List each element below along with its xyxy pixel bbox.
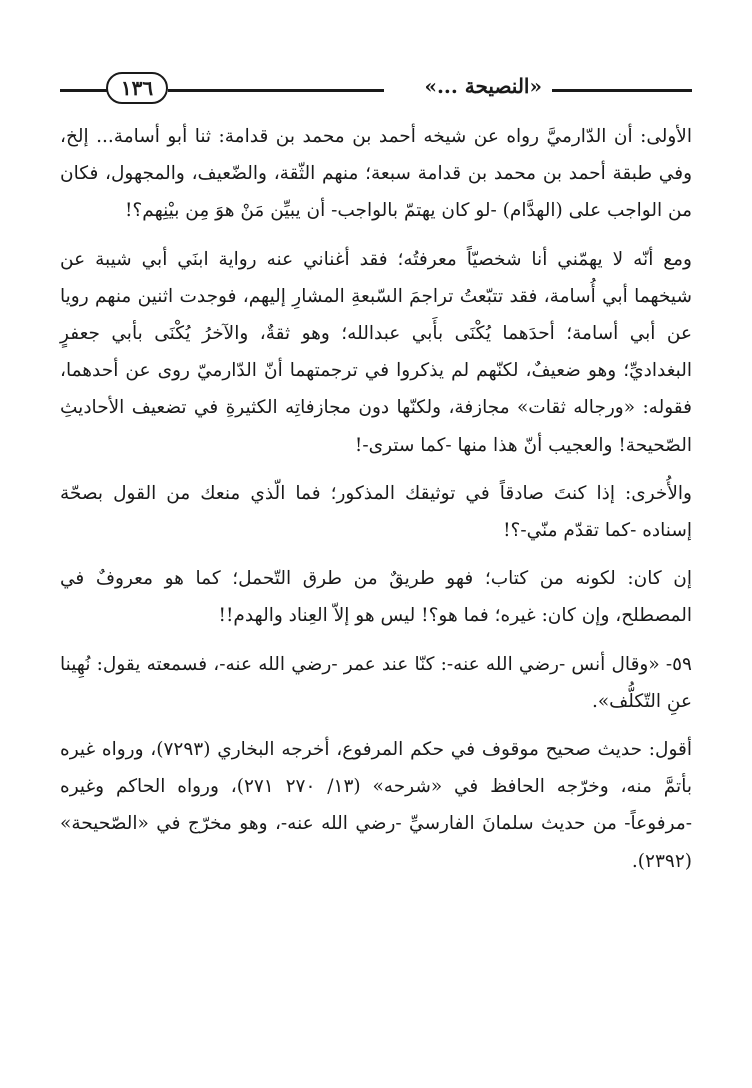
paragraph-second-point: والأُخرى: إذا كنتَ صادقاً في توثيقك المذكور؛ فما الّذي منعك من القول بصحّة إسناده -كما تقدّم منّي-؟! [60,482,692,542]
page-body [60,118,692,891]
paragraph-takhrij: أقول: حديث صحيح موقوف في حكم المرفوع، أخرجه البخاري (٧٢٩٣)، ورواه غيره بأتمَّ منه، وخرّجه الحافظ في «شرحه» (١٣/ ٢٧٠ ٢٧١)، ورواه الحاكم وغيره -مرفوعاً- من حديث سلمانَ الفارسيِّ -رضي الله عنه-، وهو مخرّج في «الصّحيحة» (٢٣٩٢). [60,739,692,872]
paragraph-hadith-59: ٥٩- «وقال أنس -رضي الله عنه-: كنّا عند عمر -رضي الله عنه-، فسمعته يقول: نُهِينا عنِ التّكلُّف». [60,653,692,712]
page-header [60,72,692,106]
paragraph-transmission: إن كان: لكونه من كتاب؛ فهو طريقٌ من طرق التّحمل؛ كما هو معروفٌ في المصطلح، وإن كان: غيره؛ فما هو؟! ليس هو إلاّ العِناد والهدم!! [60,568,692,627]
header-rule-left [60,89,108,92]
page-number: ١٣٦ [106,72,168,104]
header-rule-middle [168,89,384,92]
paragraph-first-point: الأولى: أن الدّارميَّ رواه عن شيخه أحمد بن محمد بن قدامة: ثنا أبو أسامة... إلخ، وفي طبقة أحمد بن محمد بن قدامة سبعة؛ منهم الثّقة، والضّعيف، والمجهول، فكان من الواجب على (الهدَّام) -لو كان يهتمّ بالواجب- أن يبيِّن مَنْ هوَ مِن بيْنِهم؟! [60,126,692,222]
paragraph-narrators: ومع أنّه لا يهمّني أنا شخصيّاً معرفتُه؛ فقد أغناني عنه رواية ابنَي أبي شيبة عن شيخهما أبي أُسامة، فقد تتبّعتُ تراجمَ السّبعةِ المشارِ إليهم، فوجدت اثنين منهم رويا عن أبي أسامة؛ أحدَهما يُكْنَى بأَبي عبدالله؛ وهو ثقةٌ، والآخرُ يُكْنَى بأبي جعفرٍ البغداديِّ؛ وهو ضعيفٌ، لكنّهم لم يذكروا في ترجمتهما أنّ الدّارميّ روى عن أحدهما، فقوله: «ورجاله ثقات» مجازفة، ولكنّها دون مجازفاتِه الكثيرةِ في تضعيف الأحاديثِ الصّحيحة! والعجيب أنّ هذا منها -كما سترى-! [60,248,692,456]
header-rule-right [552,89,692,92]
running-title: «النصيحة ...» [424,74,542,98]
